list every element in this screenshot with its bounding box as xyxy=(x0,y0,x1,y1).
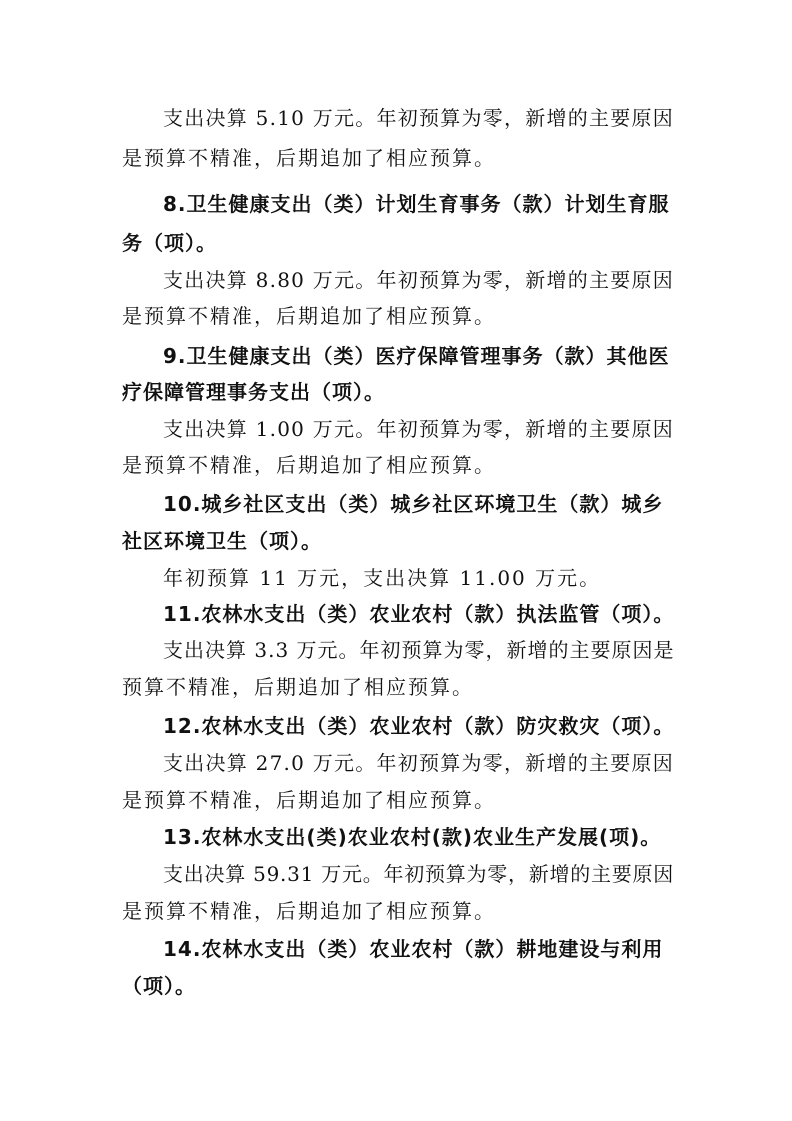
body-line: 支出决算 8.80 万元。年初预算为零，新增的主要原因 xyxy=(163,268,674,292)
body-line: 支出决算 3.3 万元。年初预算为零，新增的主要原因是 xyxy=(163,638,675,662)
body-line: 支出决算 5.10 万元。年初预算为零，新增的主要原因 xyxy=(163,106,674,130)
section-heading: 13.农林水支出(类)农业农村(款)农业生产发展(项)。 xyxy=(163,825,662,849)
section-heading: 9.卫生健康支出（类）医疗保障管理事务（款）其他医 xyxy=(163,344,670,368)
body-line: 支出决算 1.00 万元。年初预算为零，新增的主要原因 xyxy=(163,417,674,441)
section-heading: 12.农林水支出（类）农业农村（款）防灾救灾（项）。 xyxy=(163,714,675,738)
section-heading: 8.卫生健康支出（类）计划生育事务（款）计划生育服 xyxy=(163,192,670,216)
body-line: 是预算不精准，后期追加了相应预算。 xyxy=(122,899,496,923)
body-line: 是预算不精准，后期追加了相应预算。 xyxy=(122,788,496,812)
section-heading: 11.农林水支出（类）农业农村（款）执法监管（项）。 xyxy=(163,602,675,626)
section-heading: 疗保障管理事务支出（项）。 xyxy=(122,380,385,404)
section-heading: 14.农林水支出（类）农业农村（款）耕地建设与利用 xyxy=(163,937,664,961)
section-heading: 社区环境卫生（项）。 xyxy=(122,529,322,553)
body-line: 是预算不精准，后期追加了相应预算。 xyxy=(122,453,496,477)
body-line: 预算不精准，后期追加了相应预算。 xyxy=(122,675,474,699)
body-line: 是预算不精准，后期追加了相应预算。 xyxy=(122,146,496,170)
body-line: 支出决算 59.31 万元。年初预算为零，新增的主要原因 xyxy=(163,862,674,886)
section-heading: 务（项）。 xyxy=(122,231,217,255)
body-line: 支出决算 27.0 万元。年初预算为零，新增的主要原因 xyxy=(163,751,674,775)
body-line: 年初预算 11 万元，支出决算 11.00 万元。 xyxy=(163,566,602,590)
body-line: 是预算不精准，后期追加了相应预算。 xyxy=(122,304,496,328)
section-heading: 10.城乡社区支出（类）城乡社区环境卫生（款）城乡 xyxy=(163,492,664,516)
section-heading: （项）。 xyxy=(122,974,196,998)
